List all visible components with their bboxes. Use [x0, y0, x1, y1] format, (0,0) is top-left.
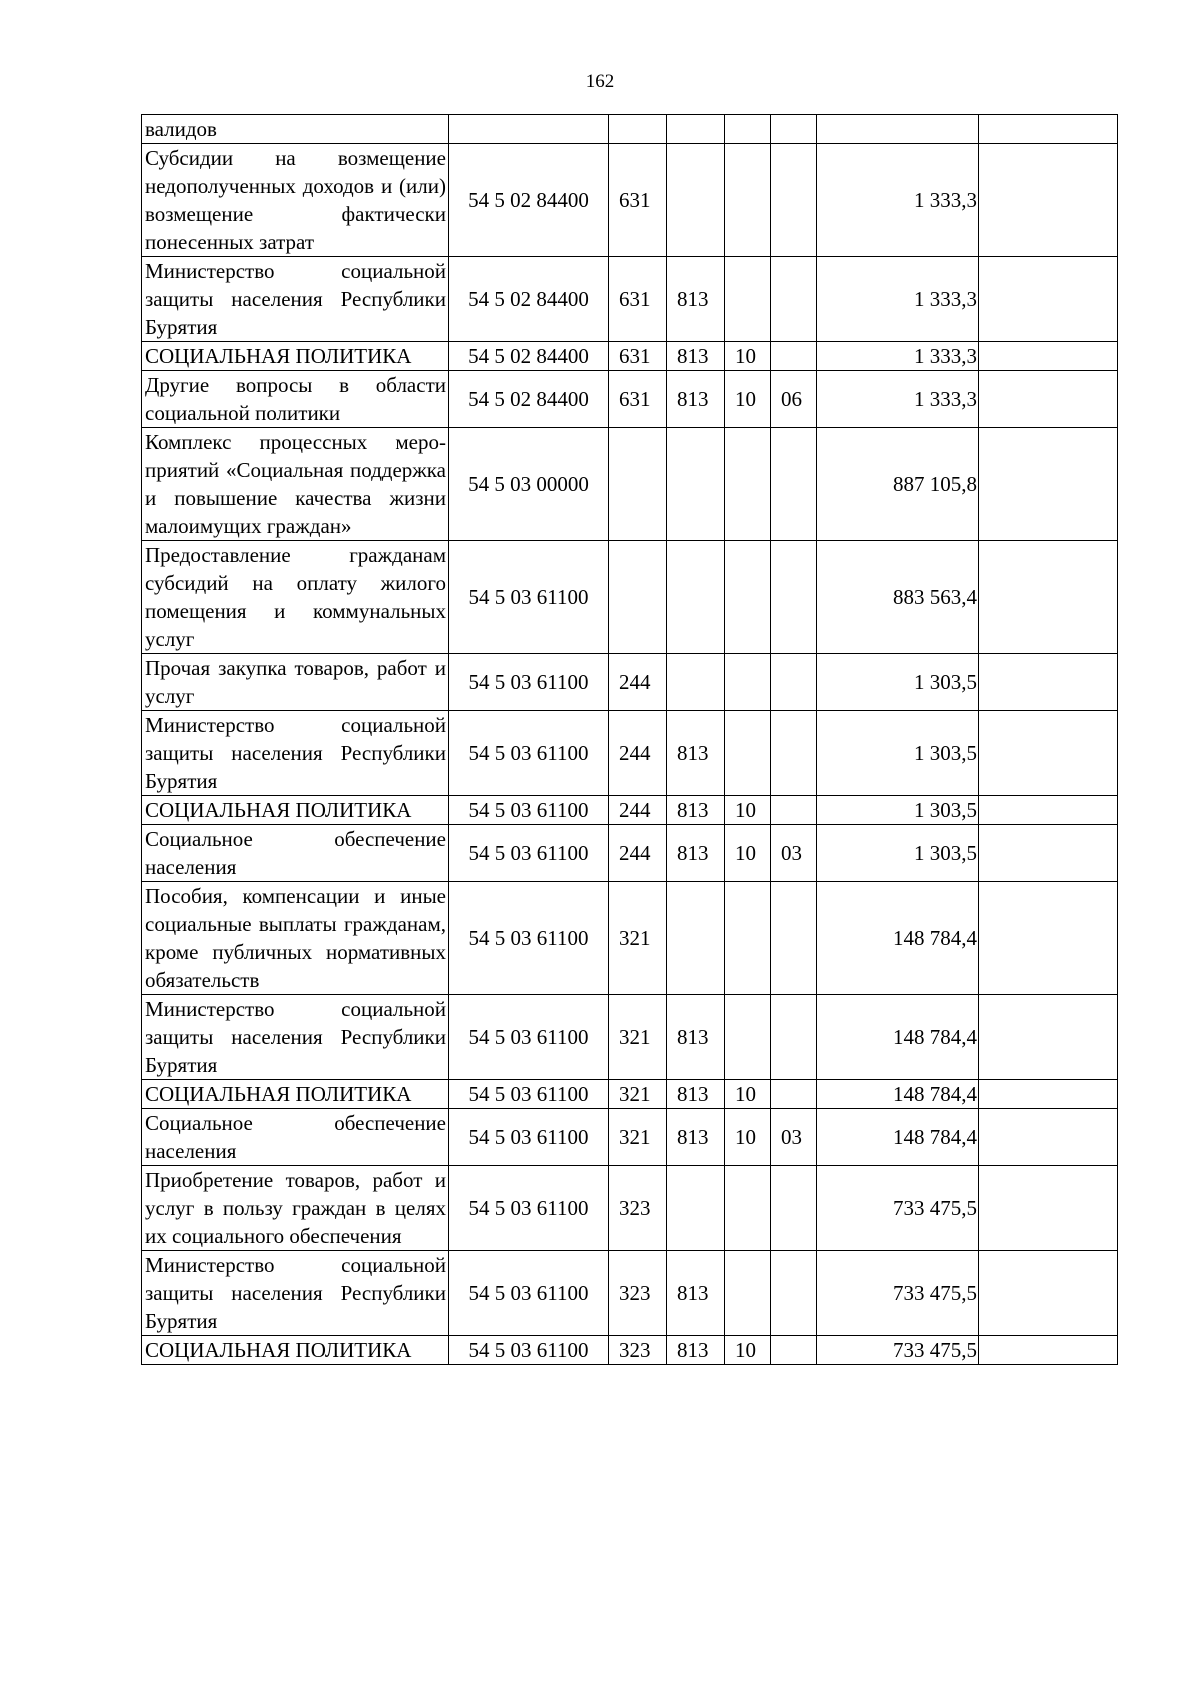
- cell-target-article: 54 5 03 61100: [449, 1166, 609, 1251]
- cell-expense-type: 321: [609, 1080, 667, 1109]
- cell-name: валидов: [142, 115, 449, 144]
- cell-name: Министерство социальной защиты населения Республики Бурятия: [142, 257, 449, 342]
- cell-name: СОЦИАЛЬНАЯ ПОЛИТИКА: [142, 342, 449, 371]
- cell-amount: 1 303,5: [817, 796, 979, 825]
- table-row: [142, 541, 1118, 654]
- cell-section: 10: [725, 796, 771, 825]
- cell-name: Другие вопросы в области социальной политики: [142, 371, 449, 428]
- table-row: [142, 995, 1118, 1080]
- cell-extra: [979, 541, 1118, 654]
- cell-subsection: [771, 428, 817, 541]
- cell-target-article: 54 5 02 84400: [449, 371, 609, 428]
- cell-target-article: 54 5 03 61100: [449, 1109, 609, 1166]
- table-row: [142, 257, 1118, 342]
- cell-extra: [979, 1166, 1118, 1251]
- cell-amount: 733 475,5: [817, 1166, 979, 1251]
- cell-subsection: [771, 1166, 817, 1251]
- cell-extra: [979, 342, 1118, 371]
- cell-target-article: 54 5 02 84400: [449, 257, 609, 342]
- cell-amount: 148 784,4: [817, 1109, 979, 1166]
- cell-section: [725, 428, 771, 541]
- cell-section: [725, 541, 771, 654]
- cell-name: СОЦИАЛЬНАЯ ПОЛИТИКА: [142, 796, 449, 825]
- cell-target-article: [449, 115, 609, 144]
- cell-extra: [979, 115, 1118, 144]
- cell-extra: [979, 1251, 1118, 1336]
- cell-amount: 1 333,3: [817, 342, 979, 371]
- cell-budget-administrator: [667, 541, 725, 654]
- table-row: [142, 1336, 1118, 1365]
- cell-expense-type: 321: [609, 882, 667, 995]
- cell-budget-administrator: 813: [667, 1336, 725, 1365]
- cell-amount: 148 784,4: [817, 995, 979, 1080]
- cell-amount: 1 333,3: [817, 371, 979, 428]
- cell-extra: [979, 428, 1118, 541]
- cell-budget-administrator: 813: [667, 995, 725, 1080]
- cell-target-article: 54 5 02 84400: [449, 342, 609, 371]
- cell-name: Министерство социальной защиты населения Республики Бурятия: [142, 1251, 449, 1336]
- table-row: [142, 1109, 1118, 1166]
- cell-amount: [817, 115, 979, 144]
- page-number: 162: [585, 71, 615, 92]
- cell-expense-type: 321: [609, 995, 667, 1080]
- cell-section: [725, 711, 771, 796]
- cell-section: 10: [725, 1109, 771, 1166]
- cell-name: Приобретение товаров, работ и услуг в пользу граждан в целях их социального обеспечения: [142, 1166, 449, 1251]
- cell-target-article: 54 5 03 61100: [449, 796, 609, 825]
- cell-extra: [979, 1080, 1118, 1109]
- cell-budget-administrator: 813: [667, 796, 725, 825]
- table-row: [142, 115, 1118, 144]
- cell-expense-type: 323: [609, 1251, 667, 1336]
- table-row: [142, 428, 1118, 541]
- cell-name: Социальное обеспечение населения: [142, 825, 449, 882]
- cell-extra: [979, 257, 1118, 342]
- cell-expense-type: 631: [609, 257, 667, 342]
- cell-section: 10: [725, 342, 771, 371]
- cell-subsection: 03: [771, 1109, 817, 1166]
- cell-amount: 1 303,5: [817, 711, 979, 796]
- cell-subsection: [771, 541, 817, 654]
- cell-target-article: 54 5 03 61100: [449, 882, 609, 995]
- cell-name: Комплекс процессных мероприятий «Социальная поддержка и повышение качества жизни малоимущих граждан»: [142, 428, 449, 541]
- cell-section: [725, 1251, 771, 1336]
- cell-extra: [979, 144, 1118, 257]
- cell-target-article: 54 5 03 61100: [449, 1251, 609, 1336]
- cell-subsection: [771, 1336, 817, 1365]
- cell-name: Предоставление гражданам субсидий на оплату жилого помещения и коммунальных услуг: [142, 541, 449, 654]
- cell-target-article: 54 5 03 61100: [449, 1336, 609, 1365]
- cell-budget-administrator: 813: [667, 825, 725, 882]
- cell-section: 10: [725, 1080, 771, 1109]
- cell-budget-administrator: 813: [667, 711, 725, 796]
- table-row: [142, 1080, 1118, 1109]
- cell-section: [725, 257, 771, 342]
- cell-subsection: [771, 1080, 817, 1109]
- cell-expense-type: 631: [609, 144, 667, 257]
- cell-subsection: [771, 257, 817, 342]
- cell-expense-type: [609, 115, 667, 144]
- cell-target-article: 54 5 03 61100: [449, 825, 609, 882]
- cell-expense-type: 323: [609, 1166, 667, 1251]
- table-row: [142, 796, 1118, 825]
- table-row: [142, 144, 1118, 257]
- cell-extra: [979, 1336, 1118, 1365]
- cell-budget-administrator: [667, 654, 725, 711]
- cell-target-article: 54 5 03 61100: [449, 654, 609, 711]
- cell-extra: [979, 995, 1118, 1080]
- cell-expense-type: 323: [609, 1336, 667, 1365]
- cell-name: СОЦИАЛЬНАЯ ПОЛИТИКА: [142, 1336, 449, 1365]
- table-row: [142, 654, 1118, 711]
- cell-name: Пособия, компенсации и иные социальные выплаты гражданам, кроме публичных нормативных обязательств: [142, 882, 449, 995]
- cell-budget-administrator: 813: [667, 342, 725, 371]
- cell-subsection: 03: [771, 825, 817, 882]
- cell-expense-type: 244: [609, 796, 667, 825]
- table-row: [142, 1251, 1118, 1336]
- cell-amount: 1 333,3: [817, 257, 979, 342]
- cell-amount: 1 333,3: [817, 144, 979, 257]
- cell-budget-administrator: [667, 144, 725, 257]
- cell-section: [725, 115, 771, 144]
- cell-budget-administrator: 813: [667, 257, 725, 342]
- cell-section: [725, 1166, 771, 1251]
- cell-subsection: [771, 1251, 817, 1336]
- cell-target-article: 54 5 03 61100: [449, 541, 609, 654]
- cell-subsection: 06: [771, 371, 817, 428]
- cell-extra: [979, 796, 1118, 825]
- cell-amount: 883 563,4: [817, 541, 979, 654]
- cell-subsection: [771, 144, 817, 257]
- budget-table: [141, 114, 1118, 1365]
- cell-expense-type: 631: [609, 371, 667, 428]
- cell-subsection: [771, 796, 817, 825]
- cell-target-article: 54 5 03 61100: [449, 995, 609, 1080]
- cell-name: Прочая закупка товаров, работ и услуг: [142, 654, 449, 711]
- cell-target-article: 54 5 03 61100: [449, 711, 609, 796]
- cell-subsection: [771, 882, 817, 995]
- cell-extra: [979, 371, 1118, 428]
- cell-section: 10: [725, 1336, 771, 1365]
- cell-budget-administrator: 813: [667, 1251, 725, 1336]
- cell-section: 10: [725, 825, 771, 882]
- cell-amount: 887 105,8: [817, 428, 979, 541]
- table-row: [142, 371, 1118, 428]
- cell-extra: [979, 711, 1118, 796]
- table-row: [142, 342, 1118, 371]
- cell-extra: [979, 882, 1118, 995]
- cell-name: Субсидии на возмещение недополученных доходов и (или) возмещение фактически понесенных затрат: [142, 144, 449, 257]
- cell-target-article: 54 5 03 61100: [449, 1080, 609, 1109]
- table-row: [142, 825, 1118, 882]
- cell-section: 10: [725, 371, 771, 428]
- cell-section: [725, 882, 771, 995]
- cell-subsection: [771, 711, 817, 796]
- cell-name: Министерство социальной защиты населения Республики Бурятия: [142, 995, 449, 1080]
- cell-section: [725, 144, 771, 257]
- table-row: [142, 711, 1118, 796]
- cell-expense-type: 244: [609, 654, 667, 711]
- cell-section: [725, 995, 771, 1080]
- cell-budget-administrator: 813: [667, 1109, 725, 1166]
- cell-section: [725, 654, 771, 711]
- cell-amount: 733 475,5: [817, 1251, 979, 1336]
- cell-expense-type: 321: [609, 1109, 667, 1166]
- cell-expense-type: 244: [609, 825, 667, 882]
- cell-amount: 148 784,4: [817, 1080, 979, 1109]
- cell-extra: [979, 1109, 1118, 1166]
- cell-amount: 733 475,5: [817, 1336, 979, 1365]
- cell-expense-type: 631: [609, 342, 667, 371]
- cell-budget-administrator: [667, 882, 725, 995]
- cell-expense-type: 244: [609, 711, 667, 796]
- budget-table-body: [142, 115, 1118, 1365]
- cell-name: Министерство социальной защиты населения Республики Бурятия: [142, 711, 449, 796]
- cell-subsection: [771, 995, 817, 1080]
- cell-amount: 1 303,5: [817, 825, 979, 882]
- cell-target-article: 54 5 03 00000: [449, 428, 609, 541]
- cell-expense-type: [609, 541, 667, 654]
- cell-target-article: 54 5 02 84400: [449, 144, 609, 257]
- cell-extra: [979, 825, 1118, 882]
- cell-budget-administrator: 813: [667, 371, 725, 428]
- cell-subsection: [771, 115, 817, 144]
- cell-budget-administrator: [667, 1166, 725, 1251]
- cell-amount: 1 303,5: [817, 654, 979, 711]
- cell-budget-administrator: [667, 428, 725, 541]
- cell-expense-type: [609, 428, 667, 541]
- table-row: [142, 1166, 1118, 1251]
- cell-name: Социальное обеспечение населения: [142, 1109, 449, 1166]
- cell-name: СОЦИАЛЬНАЯ ПОЛИТИКА: [142, 1080, 449, 1109]
- cell-amount: 148 784,4: [817, 882, 979, 995]
- table-row: [142, 882, 1118, 995]
- cell-subsection: [771, 654, 817, 711]
- cell-budget-administrator: 813: [667, 1080, 725, 1109]
- cell-extra: [979, 654, 1118, 711]
- cell-subsection: [771, 342, 817, 371]
- cell-budget-administrator: [667, 115, 725, 144]
